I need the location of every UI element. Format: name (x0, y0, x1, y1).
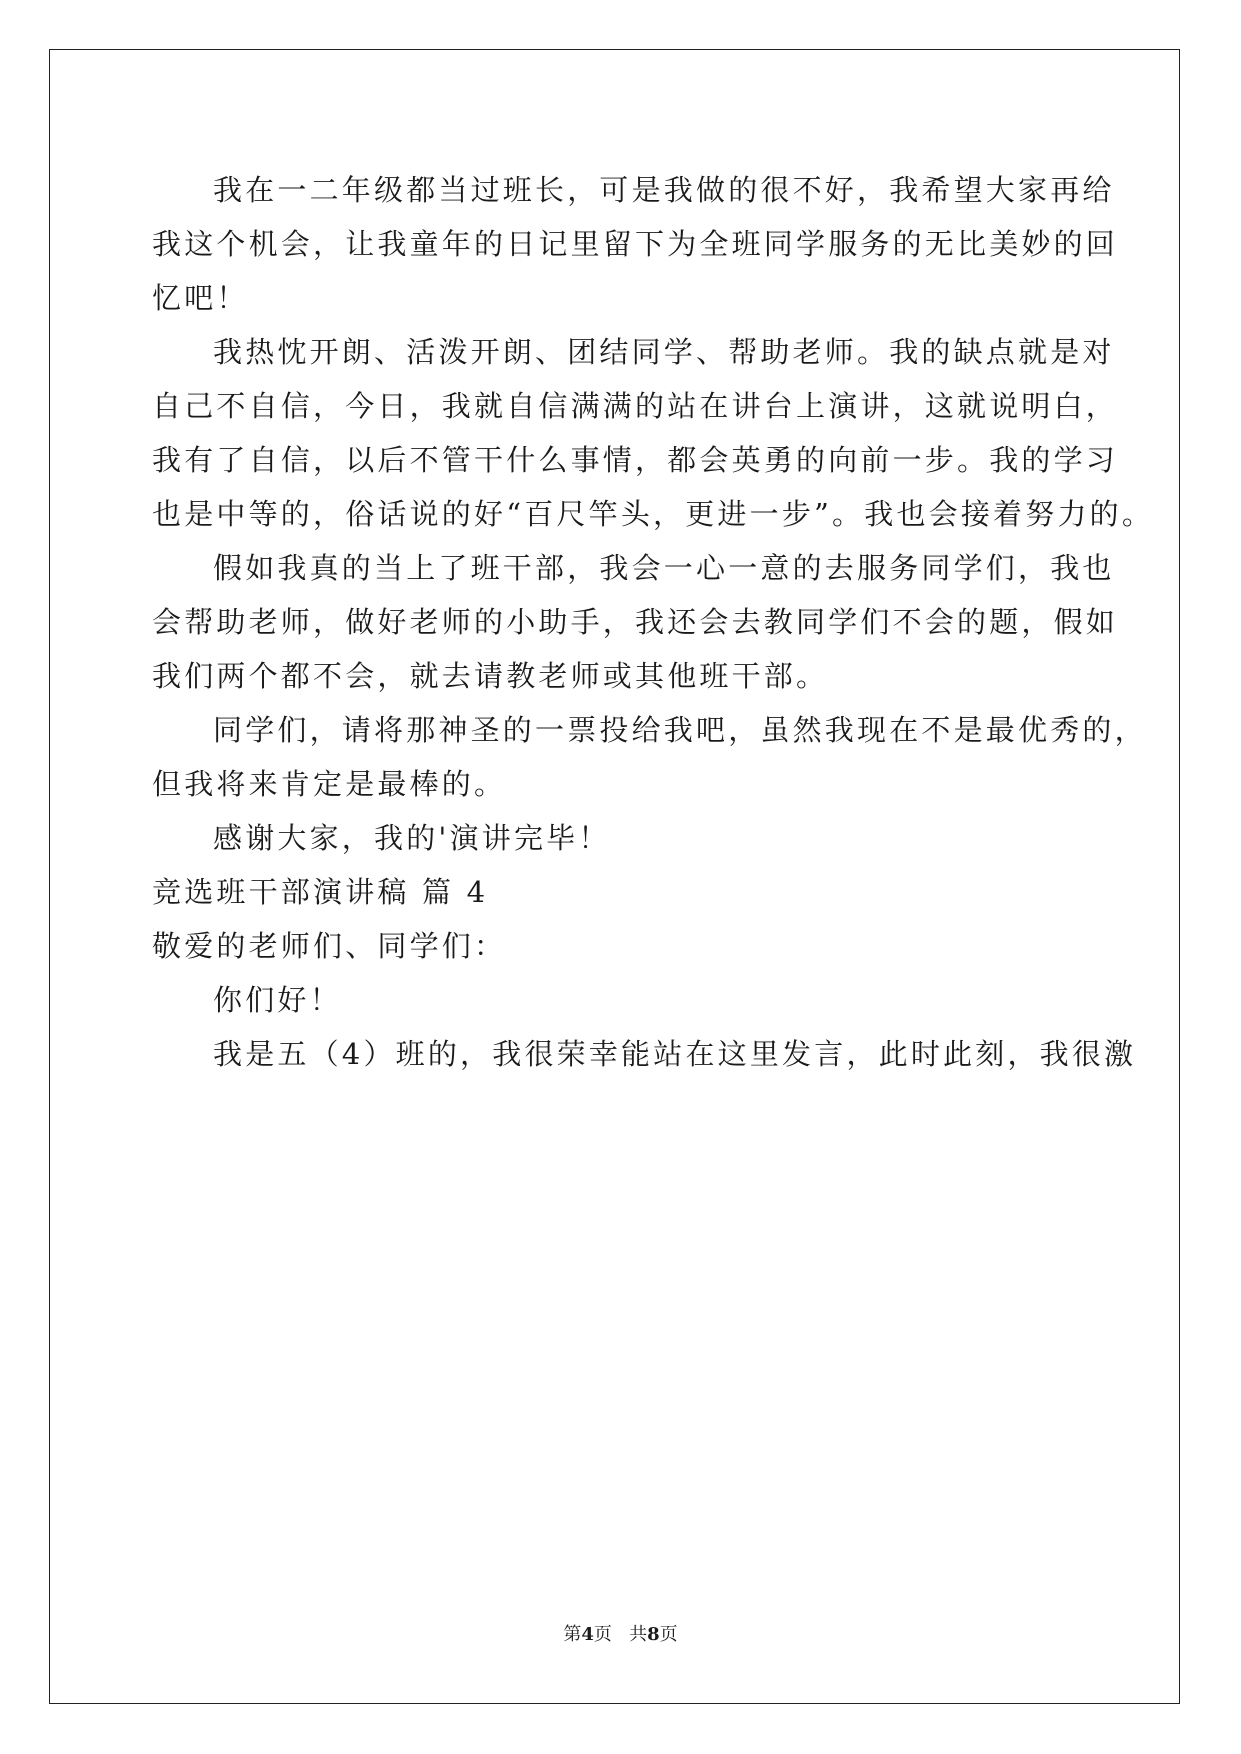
text-line: 自己不自信，今日，我就自信满满的站在讲台上演讲，这就说明白， (152, 389, 1119, 423)
text-line: 忆吧！ (152, 281, 249, 315)
text-line: 我们两个都不会，就去请教老师或其他班干部。 (152, 659, 829, 693)
text-line: 也是中等的，俗话说的好“百尺竿头，更进一步”。我也会接着努力的。 (152, 497, 1155, 531)
text-line: 同学们，请将那神圣的一票投给我吧，虽然我现在不是最优秀的， (213, 713, 1147, 747)
text-line: 会帮助老师，做好老师的小助手，我还会去教同学们不会的题，假如 (152, 605, 1119, 639)
greeting: 你们好！ (213, 983, 342, 1017)
page-footer (0, 1624, 1241, 1646)
footer-page-suffix: 页 (593, 1624, 612, 1645)
section-heading: 竞选班干部演讲稿 篇 4 (152, 875, 489, 909)
total-pages-number: 8 (647, 1624, 660, 1645)
salutation: 敬爱的老师们、同学们： (152, 929, 507, 963)
text-line: 假如我真的当上了班干部，我会一心一意的去服务同学们，我也 (213, 551, 1115, 585)
current-page-number: 4 (581, 1624, 594, 1645)
footer-prefix: 第 (563, 1624, 582, 1645)
text-line: 感谢大家，我的'演讲完毕！ (213, 821, 611, 855)
text-line: 我在一二年级都当过班长，可是我做的很不好，我希望大家再给 (213, 173, 1115, 207)
text-line: 我热忱开朗、活泼开朗、团结同学、帮助老师。我的缺点就是对 (213, 335, 1115, 369)
text-line: 但我将来肯定是最棒的。 (152, 767, 507, 801)
text-line: 我是五（4）班的，我很荣幸能站在这里发言，此时此刻，我很激 (213, 1037, 1137, 1071)
footer-total-suffix: 页 (659, 1624, 678, 1645)
footer-total-prefix: 共 (629, 1624, 648, 1645)
text-line: 我有了自信，以后不管干什么事情，都会英勇的向前一步。我的学习 (152, 443, 1119, 477)
text-line: 我这个机会，让我童年的日记里留下为全班同学服务的无比美妙的回 (152, 227, 1119, 261)
